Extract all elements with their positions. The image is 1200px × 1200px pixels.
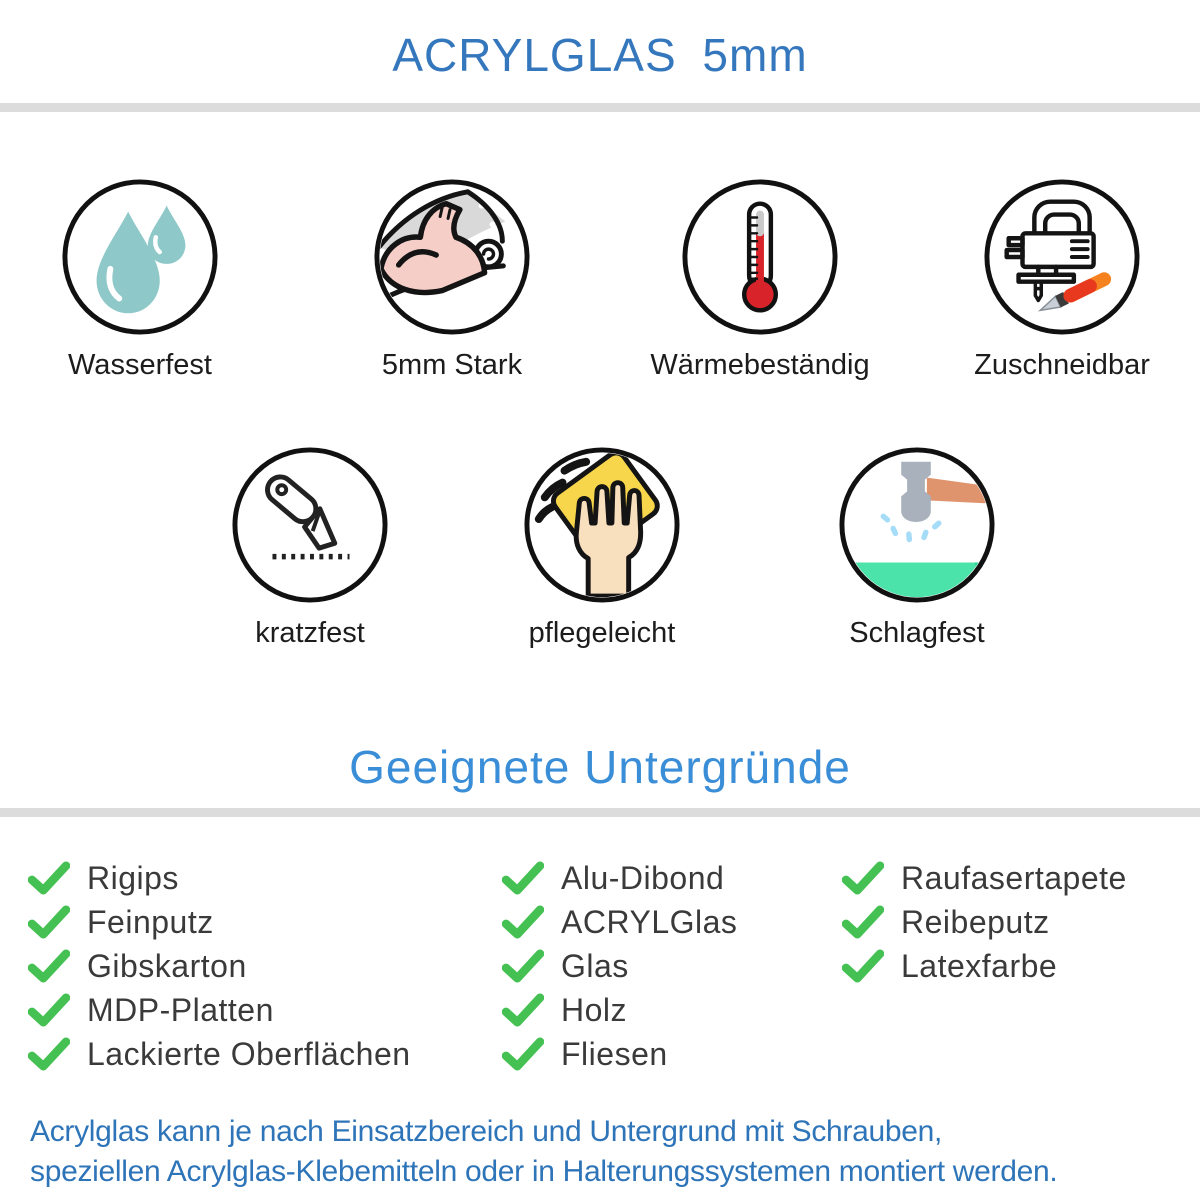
feature-schlagfest	[787, 446, 1047, 650]
check-icon	[842, 905, 884, 939]
flexed-bicep-sheet-icon	[373, 178, 531, 336]
check-icon	[502, 993, 544, 1027]
list-item-label: Glas	[561, 947, 629, 984]
section-heading-untergruende: Geeignete Untergründe	[349, 741, 851, 793]
water-drops-icon	[61, 178, 219, 336]
substrate-column-3	[842, 856, 1127, 988]
list-item-label: Lackierte Oberflächen	[87, 1035, 411, 1072]
check-icon	[28, 1037, 70, 1071]
list-item	[502, 988, 737, 1032]
check-icon	[28, 861, 70, 895]
feature-5mm-stark	[322, 178, 582, 382]
list-item	[28, 856, 411, 900]
check-icon	[502, 905, 544, 939]
page-title: ACRYLGLAS 5mm	[392, 29, 808, 81]
list-item-label: Gibskarton	[87, 947, 247, 984]
feature-waermebestaendig	[630, 178, 890, 382]
thermometer-icon	[681, 178, 839, 336]
list-item-label: Holz	[561, 991, 628, 1028]
check-icon	[502, 861, 544, 895]
list-item	[842, 944, 1127, 988]
mounting-note-line-2: speziellen Acrylglas-Klebemitteln oder in Halterungssystemen montiert werden.	[30, 1155, 1058, 1188]
substrate-column-2	[502, 856, 737, 1076]
mounting-note-line-1: Acrylglas kann je nach Einsatzbereich und Untergrund mit Schrauben,	[30, 1115, 943, 1148]
list-item-label: Latexfarbe	[901, 947, 1058, 984]
check-icon	[28, 905, 70, 939]
divider	[0, 808, 1200, 817]
list-item	[502, 856, 737, 900]
list-item-label: Alu-Dibond	[561, 859, 725, 896]
list-item-label: Raufasertapete	[901, 859, 1127, 896]
check-icon	[28, 993, 70, 1027]
check-icon	[502, 949, 544, 983]
feature-zuschneidbar	[932, 178, 1192, 382]
feature-pflegeleicht	[472, 446, 732, 650]
feature-label: 5mm Stark	[381, 349, 523, 381]
hammer-impact-icon	[838, 446, 996, 604]
divider	[0, 103, 1200, 112]
list-item	[502, 900, 737, 944]
list-item	[28, 900, 411, 944]
jigsaw-cutter-icon	[983, 178, 1141, 336]
list-item	[28, 988, 411, 1032]
feature-label: kratzfest	[255, 617, 365, 649]
check-icon	[842, 949, 884, 983]
substrate-column-1	[28, 856, 411, 1076]
check-icon	[502, 1037, 544, 1071]
list-item-label: Feinputz	[87, 903, 214, 940]
feature-label: pflegeleicht	[528, 617, 676, 649]
check-icon	[842, 861, 884, 895]
feature-label: Wasserfest	[68, 349, 212, 381]
feature-kratzfest	[180, 446, 440, 650]
list-item	[502, 944, 737, 988]
mounting-note	[30, 1112, 1190, 1192]
list-item	[842, 900, 1127, 944]
list-item-label: ACRYLGlas	[561, 903, 738, 940]
feature-label: Wärmebeständig	[650, 349, 870, 381]
list-item-label: MDP-Platten	[87, 991, 274, 1028]
feature-label: Zuschneidbar	[974, 349, 1150, 381]
check-icon	[28, 949, 70, 983]
feature-wasserfest	[10, 178, 270, 382]
utility-knife-icon	[231, 446, 389, 604]
list-item	[502, 1032, 737, 1076]
list-item-label: Rigips	[87, 859, 179, 896]
feature-label: Schlagfest	[849, 617, 985, 649]
list-item-label: Reibeputz	[901, 903, 1050, 940]
list-item	[842, 856, 1127, 900]
wiping-hand-icon	[523, 446, 681, 604]
list-item-label: Fliesen	[561, 1035, 668, 1072]
list-item	[28, 944, 411, 988]
list-item	[28, 1032, 411, 1076]
